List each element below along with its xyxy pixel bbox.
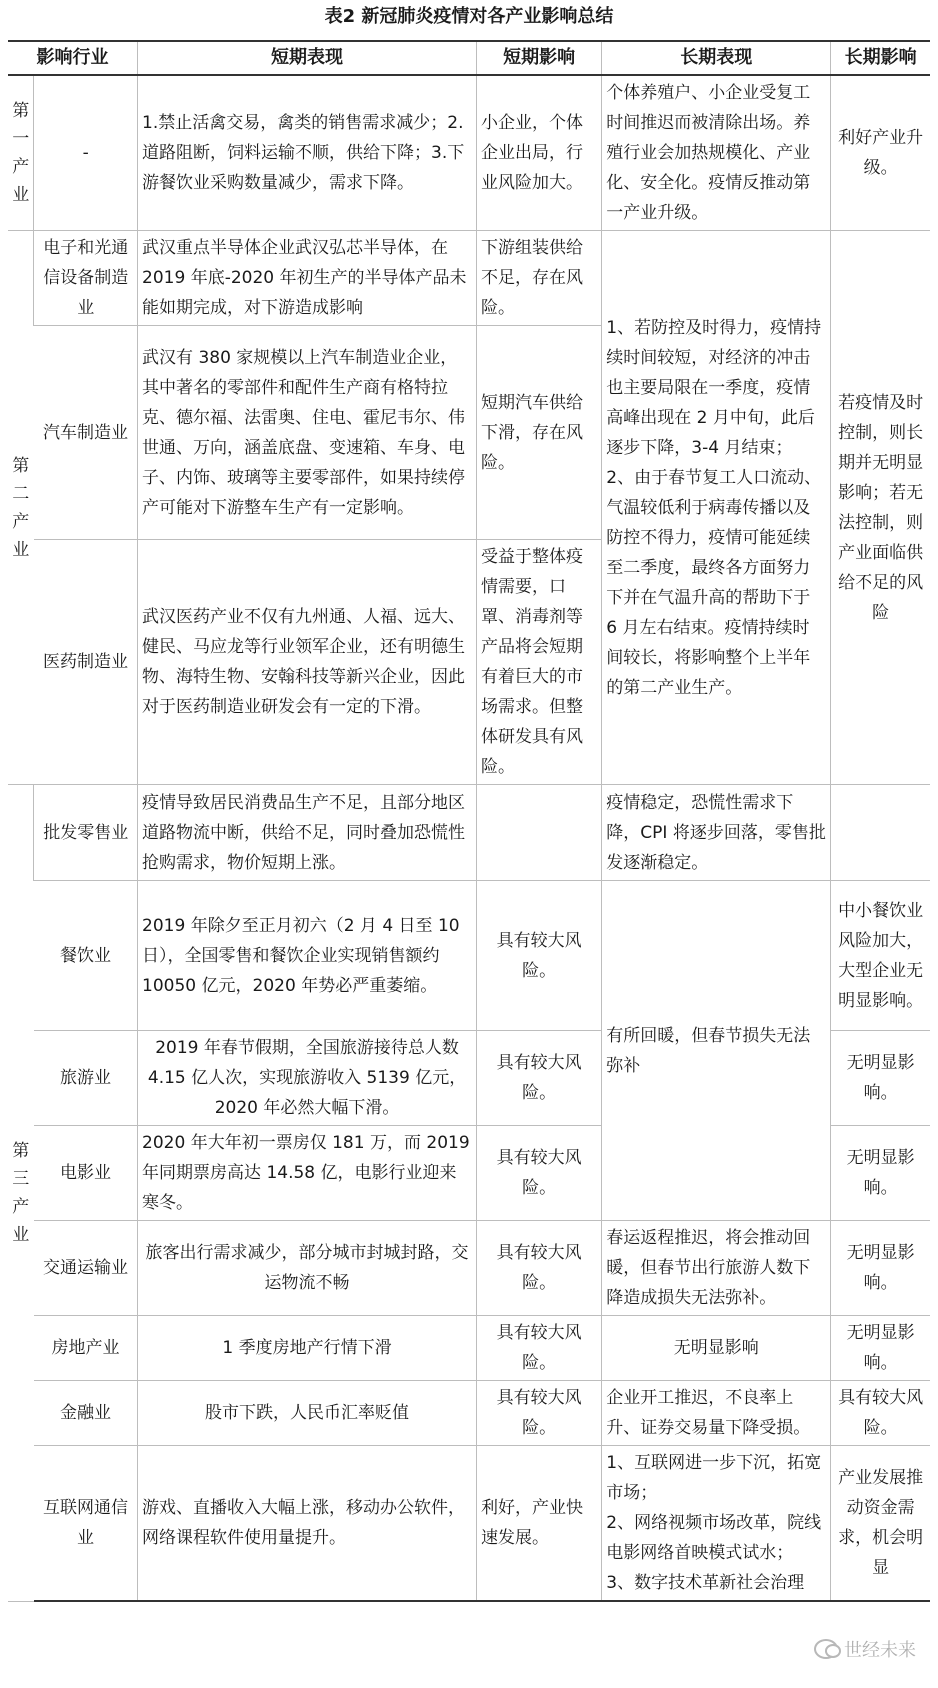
internet-long-perf-3: 3、数字技术革新社会治理 (606, 1573, 805, 1593)
table-row (8, 881, 930, 1031)
long-performance-cell: 疫情稳定，恐慌性需求下降，CPI 将逐步回落，零售批发逐渐稳定。 (602, 785, 831, 881)
long-performance-cell: 无明显影响 (602, 1316, 831, 1381)
header-industry: 影响行业 (8, 41, 138, 75)
short-performance-cell: 武汉有 380 家规模以上汽车制造业企业，其中著名的零部件和配件生产商有格特拉克、德尔福、法雷奥、住电、霍尼韦尔、伟世通、万向，涵盖底盘、变速箱、车身、电子、内饰、玻璃等主要零部件，如果持续停产可能对下游整车生产有一定影响。 (138, 326, 477, 540)
short-impact-cell: 利好，产业快速发展。 (477, 1446, 602, 1602)
short-performance-cell: 旅客出行需求减少，部分城市封城封路，交运物流不畅 (138, 1221, 477, 1316)
table-row (8, 75, 930, 231)
header-short-impact: 短期影响 (477, 41, 602, 75)
short-impact-cell: 具有较大风险。 (477, 1221, 602, 1316)
internet-long-perf-1: 1、互联网进一步下沉，拓宽市场； (606, 1453, 822, 1503)
short-impact-cell: 小企业，个体企业出局，行业风险加大。 (477, 75, 602, 231)
long-performance-cell: 春运返程推迟，将会推动回暖，但春节出行旅游人数下降造成损失无法弥补。 (602, 1221, 831, 1316)
watermark-text: 世经未来 (844, 1640, 916, 1661)
short-impact-cell: 下游组装供给不足，存在风险。 (477, 231, 602, 326)
short-impact-cell: 受益于整体疫情需要，口罩、消毒剂等产品将会短期有着巨大的市场需求。但整体研发具有风险。 (477, 540, 602, 785)
secondary-long-perf-1: 1、若防控及时得力，疫情持续时间较短，对经济的冲击也主要局限在一季度，疫情高峰出现在 2 月中旬，此后逐步下降，3-4 月结束； (606, 317, 822, 458)
industry-cell: 交通运输业 (34, 1221, 138, 1316)
table-row (8, 1381, 930, 1446)
long-impact-cell: 具有较大风险。 (831, 1381, 930, 1446)
short-performance-cell: 2019 年除夕至正月初六（2 月 4 日至 10 日），全国零售和餐饮企业实现销售额约 10050 亿元，2020 年势必严重萎缩。 (138, 881, 477, 1031)
industry-cell: 金融业 (34, 1381, 138, 1446)
industry-impact-table (8, 40, 930, 1602)
industry-cell: 互联网通信业 (34, 1446, 138, 1602)
short-impact-cell: 具有较大风险。 (477, 1381, 602, 1446)
long-impact-cell: 无明显影响。 (831, 1031, 930, 1126)
industry-cell: 旅游业 (34, 1031, 138, 1126)
industry-cell: 电子和光通信设备制造业 (34, 231, 138, 326)
header-long-impact: 长期影响 (831, 41, 930, 75)
short-impact-cell: 具有较大风险。 (477, 881, 602, 1031)
industry-cell: 电影业 (34, 1126, 138, 1221)
long-impact-cell (831, 785, 930, 881)
long-impact-cell: 利好产业升级。 (831, 75, 930, 231)
long-impact-cell: 无明显影响。 (831, 1316, 930, 1381)
industry-cell: 批发零售业 (34, 785, 138, 881)
short-performance-cell: 疫情导致居民消费品生产不足，且部分地区道路物流中断，供给不足，同时叠加恐慌性抢购需求，物价短期上涨。 (138, 785, 477, 881)
industry-cell: 餐饮业 (34, 881, 138, 1031)
long-performance-cell (602, 1446, 831, 1602)
short-impact-cell: 短期汽车供给下滑，存在风险。 (477, 326, 602, 540)
table-title: 表2 新冠肺炎疫情对各产业影响总结 (324, 6, 614, 27)
industry-cell: - (34, 75, 138, 231)
table-row (8, 1221, 930, 1316)
industry-cell: 房地产业 (34, 1316, 138, 1381)
header-short-performance: 短期表现 (138, 41, 477, 75)
internet-long-perf-2: 2、网络视频市场改革，院线电影网络首映模式试水； (606, 1513, 822, 1563)
sector-primary: 第 一 产 业 (8, 75, 34, 231)
sector-tertiary: 第 三 产 业 (8, 785, 34, 1602)
long-impact-cell: 产业发展推动资金需求，机会明显 (831, 1446, 930, 1602)
long-performance-cell: 有所回暖，但春节损失无法弥补 (602, 881, 831, 1221)
short-impact-cell (477, 785, 602, 881)
short-performance-cell: 股市下跌，人民币汇率贬值 (138, 1381, 477, 1446)
industry-cell: 医药制造业 (34, 540, 138, 785)
short-performance-cell: 游戏、直播收入大幅上涨，移动办公软件，网络课程软件使用量提升。 (138, 1446, 477, 1602)
table-row (8, 785, 930, 881)
industry-cell: 汽车制造业 (34, 326, 138, 540)
long-impact-cell: 无明显影响。 (831, 1126, 930, 1221)
short-impact-cell: 具有较大风险。 (477, 1031, 602, 1126)
short-impact-cell: 具有较大风险。 (477, 1316, 602, 1381)
sector-secondary: 第 二 产 业 (8, 231, 34, 785)
short-performance-cell: 武汉重点半导体企业武汉弘芯半导体，在 2019 年底-2020 年初生产的半导体产品未能如期完成，对下游造成影响 (138, 231, 477, 326)
wechat-icon (814, 1639, 838, 1659)
long-performance-cell: 个体养殖户、小企业受复工时间推迟而被清除出场。养殖行业会加热规模化、产业化、安全化。疫情反推动第一产业升级。 (602, 75, 831, 231)
short-performance-cell: 武汉医药产业不仅有九州通、人福、远大、健民、马应龙等行业领军企业，还有明德生物、海特生物、安翰科技等新兴企业，因此对于医药制造业研发会有一定的下滑。 (138, 540, 477, 785)
long-impact-cell: 若疫情及时控制，则长期并无明显影响；若无法控制，则产业面临供给不足的风险 (831, 231, 930, 785)
watermark (814, 1636, 916, 1662)
table-row (8, 1316, 930, 1381)
short-performance-cell: 1 季度房地产行情下滑 (138, 1316, 477, 1381)
short-impact-cell: 具有较大风险。 (477, 1126, 602, 1221)
short-performance-cell: 1.禁止活禽交易，禽类的销售需求减少；2.道路阻断，饲料运输不顺，供给下降；3.下游餐饮业采购数量减少，需求下降。 (138, 75, 477, 231)
secondary-long-perf-2: 2、由于春节复工人口流动、气温较低利于病毒传播以及防控不得力，疫情可能延续至二季度，最终各方面努力下并在气温升高的帮助下于 6 月左右结束。疫情持续时间较长，将影响整个上半年的第二产业生产。 (606, 467, 822, 698)
short-performance-cell: 2020 年大年初一票房仅 181 万，而 2019 年同期票房高达 14.58 亿，电影行业迎来寒冬。 (138, 1126, 477, 1221)
header-long-performance: 长期表现 (602, 41, 831, 75)
table-row (8, 1446, 930, 1602)
long-impact-cell: 中小餐饮业风险加大，大型企业无明显影响。 (831, 881, 930, 1031)
table-row (8, 231, 930, 326)
long-performance-cell (602, 231, 831, 785)
header-row (8, 41, 930, 75)
long-performance-cell: 企业开工推迟，不良率上升、证券交易量下降受损。 (602, 1381, 831, 1446)
long-impact-cell: 无明显影响。 (831, 1221, 930, 1316)
short-performance-cell: 2019 年春节假期，全国旅游接待总人数 4.15 亿人次，实现旅游收入 5139 亿元，2020 年必然大幅下滑。 (138, 1031, 477, 1126)
